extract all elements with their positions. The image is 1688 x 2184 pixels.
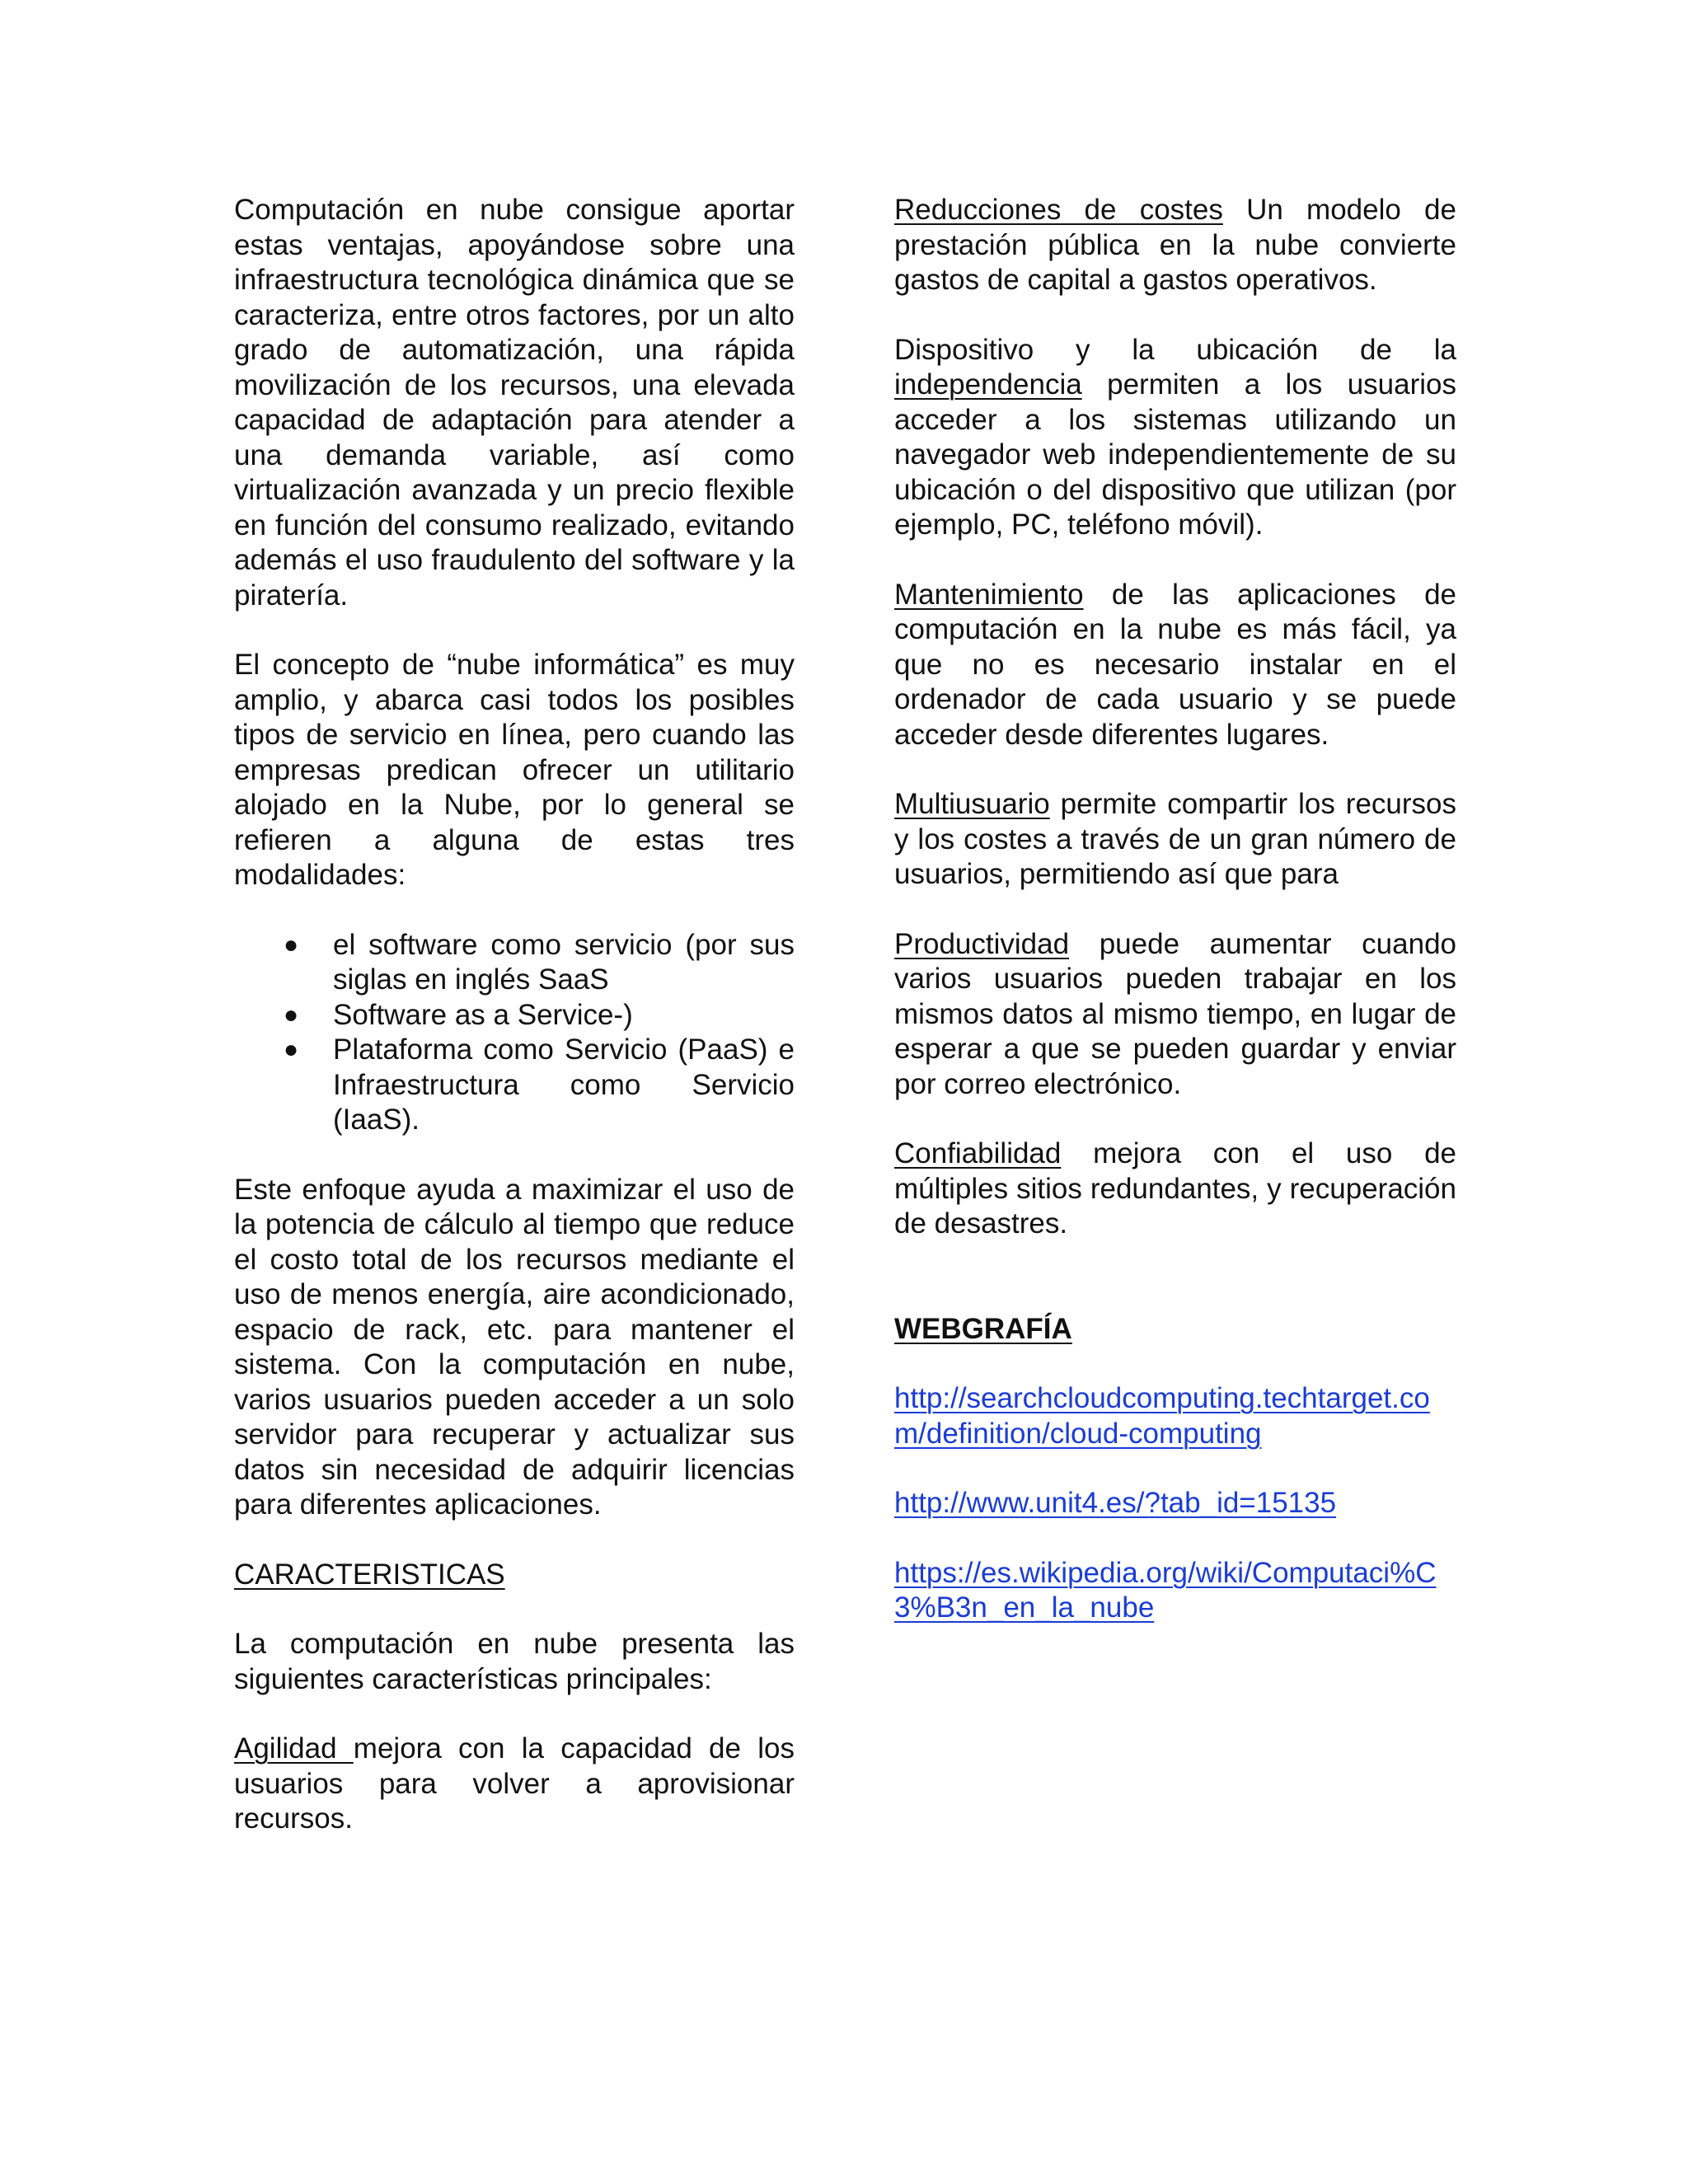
characteristics-heading: CARACTERISTICAS [234, 1558, 505, 1591]
agility-term: Agilidad [234, 1732, 354, 1765]
feature-independence: Dispositivo y la ubicación de la independencia permiten a los usuarios acceder a los sistemas utilizando un navegador web independientemente de su ubicación o del dispositivo que utilizan (por ejemplo, PC, teléfono móvil). [894, 333, 1456, 541]
reference-link-3-wrap [894, 1556, 1456, 1626]
bullet-icon: ● [284, 1001, 299, 1029]
bullet-icon: ● [284, 1036, 299, 1063]
list-item: ● Plataforma como Servicio (PaaS) e Infraestructura como Servicio (IaaS). [284, 1033, 795, 1136]
reference-link[interactable]: http://searchcloudcomputing.techtarget.com/definition/cloud-computing [894, 1382, 1430, 1450]
service-models-list [234, 928, 795, 1138]
left-column [234, 193, 795, 1872]
feature-productivity: Productividad puede aumentar cuando varios usuarios pueden trabajar en los mismos datos al mismo tiempo, en lugar de esperar a que se pueden guardar y enviar por correo electrónico. [894, 927, 1456, 1100]
reference-link-2-wrap [894, 1486, 1456, 1521]
reference-link-1-wrap [894, 1381, 1456, 1451]
agility-paragraph [234, 1732, 795, 1837]
webgrafia-heading: WEBGRAFÍA [894, 1312, 1072, 1345]
feature-multiuser: Multiusuario permite compartir los recursos y los costes a través de un gran número de usuarios, permitiendo así que para [894, 788, 1456, 890]
agility-text: mejora con la capacidad de los usuarios para volver a aprovisionar recursos. [234, 1732, 795, 1835]
reference-link[interactable]: http://www.unit4.es/?tab_id=15135 [894, 1487, 1337, 1519]
feature-maintenance: Mantenimiento de las aplicaciones de computación en la nube es más fácil, ya que no es necesario instalar en el ordenador de cada usuario y se puede acceder desde diferentes lugares. [894, 578, 1456, 751]
approach-paragraph: Este enfoque ayuda a maximizar el uso de la potencia de cálculo al tiempo que reduce el costo total de los recursos mediante el uso de menos energía, aire acondicionado, espacio de rack, etc. para mantener el sistema. Con la computación en nube, varios usuarios pueden acceder a un solo servidor para recuperar y actualizar sus datos sin necesidad de adquirir licencias para diferentes aplicaciones. [234, 1173, 795, 1521]
intro-paragraph: Computación en nube consigue aportar estas ventajas, apoyándose sobre una infraestructura tecnológica dinámica que se caracteriza, entre otros factores, por un alto grado de automatización, una rápida movilización de los recursos, una elevada capacidad de adaptación para atender a una demanda variable, así como virtualización avanzada y un precio flexible en función del consumo realizado, evitando además el uso fraudulento del software y la piratería. [234, 194, 795, 612]
feature-reliability: Confiabilidad mejora con el uso de múltiples sitios redundantes, y recuperación de desastres. [894, 1137, 1456, 1240]
reference-link[interactable]: https://es.wikipedia.org/wiki/Computaci%C3%B3n_en_la_nube [894, 1556, 1437, 1624]
concept-paragraph: El concepto de “nube informática” es muy amplio, y abarca casi todos los posibles tipos de servicio en línea, pero cuando las empresas predican ofrecer un utilitario alojado en la Nube, por lo general se refieren a alguna de estas tres modalidades: [234, 649, 795, 891]
list-item: ● Software as a Service-) [234, 998, 795, 1033]
characteristics-intro: La computación en nube presenta las siguientes características principales: [234, 1628, 795, 1695]
list-item: ● el software como servicio (por sus siglas en inglés SaaS [284, 928, 795, 996]
right-column [894, 193, 1456, 1661]
bullet-icon: ● [284, 930, 299, 958]
feature-cost-reduction: Reducciones de costes Un modelo de prestación pública en la nube convierte gastos de capital a gastos operativos. [894, 194, 1456, 296]
